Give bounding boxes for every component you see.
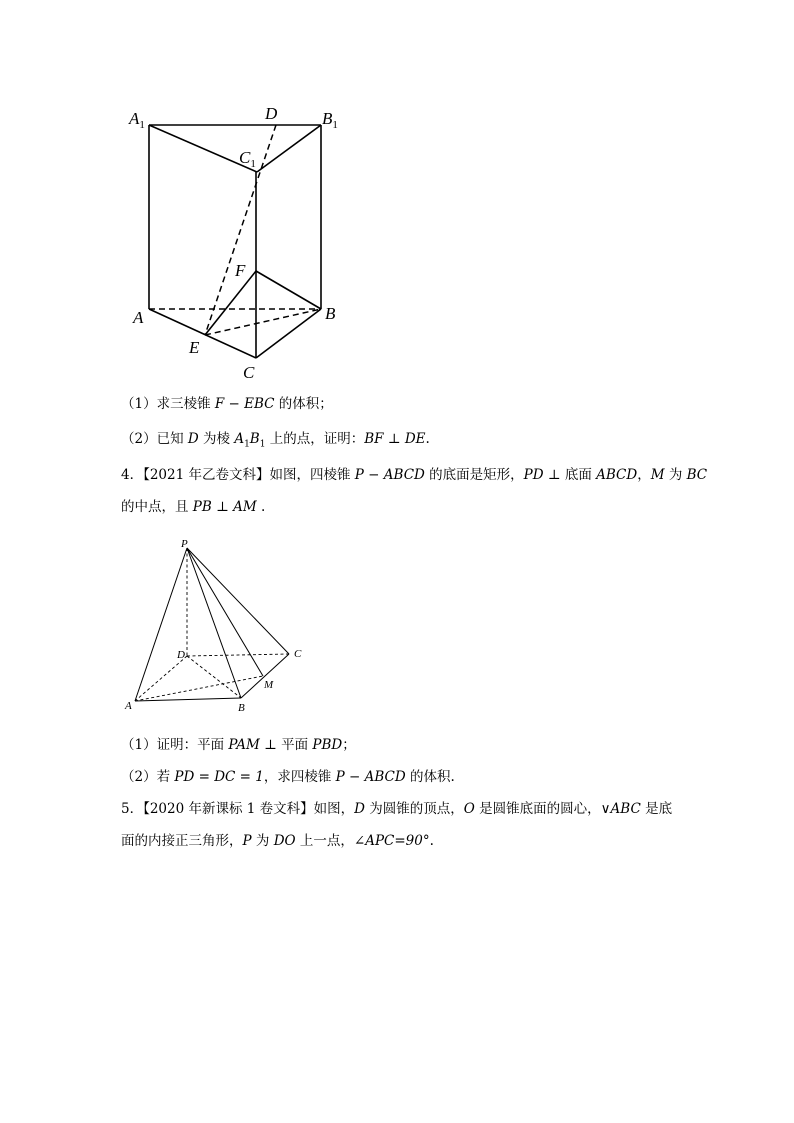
problem5-statement-line2: 面的内接正三角形，P 为 DO 上一点，∠APC=90°.: [121, 833, 434, 849]
label-c: C: [243, 363, 255, 382]
label-f: F: [235, 261, 246, 280]
label-c1: $C_1$: [239, 148, 256, 170]
problem3-question2: （2）已知 D 为棱 $A_1B_1$ 上的点，证明：BF ⊥ DE.: [121, 431, 430, 450]
label-b1: $B_1$: [322, 109, 338, 131]
edge-d-c-hidden: [187, 654, 289, 656]
edge-p-c: [187, 548, 289, 654]
label-b2: B: [238, 702, 245, 714]
problem3-question1: （1）求三棱锥 F − EBC 的体积；: [121, 396, 333, 412]
label-d-top: D: [265, 104, 278, 123]
problem4-statement-line1: 4．【2021 年乙卷文科】如图，四棱锥 P − ABCD 的底面是矩形，PD ⊥ 底面 ABCD，M 为 BC: [121, 467, 708, 483]
problem4-question1: （1）证明：平面 PAM ⊥ 平面 PBD；: [121, 737, 356, 753]
label-m: M: [264, 679, 274, 691]
edge-d-b-hidden: [187, 656, 241, 698]
label-e: E: [189, 338, 200, 357]
label-p: P: [181, 538, 188, 550]
label-d: D: [177, 649, 185, 661]
edge-f-b: [256, 271, 321, 309]
problem4-question2: （2）若 PD = DC = 1，求四棱锥 P − ABCD 的体积.: [121, 769, 455, 785]
label-a1: $A_1$: [129, 109, 145, 131]
problem4-statement-line2: 的中点，且 PB ⊥ AM .: [121, 499, 266, 515]
edge-p-b: [187, 548, 241, 698]
label-b: B: [325, 304, 336, 323]
edge-a-c: [149, 309, 256, 358]
prism-figure: [0, 0, 794, 400]
label-a2: A: [125, 700, 132, 712]
edge-b-c: [241, 654, 289, 698]
edge-p-m: [187, 548, 263, 676]
edge-c1-b1: [257, 125, 321, 172]
edge-a-m-hidden: [135, 676, 263, 701]
problem5-statement-line1: 5．【2020 年新课标 1 卷文科】如图，D 为圆锥的顶点，O 是圆锥底面的圆心，∨ABC 是底: [121, 801, 673, 817]
label-c2: C: [294, 648, 302, 660]
pyramid-figure: [0, 530, 794, 720]
label-a: A: [133, 308, 144, 327]
edge-a-b: [135, 698, 241, 701]
